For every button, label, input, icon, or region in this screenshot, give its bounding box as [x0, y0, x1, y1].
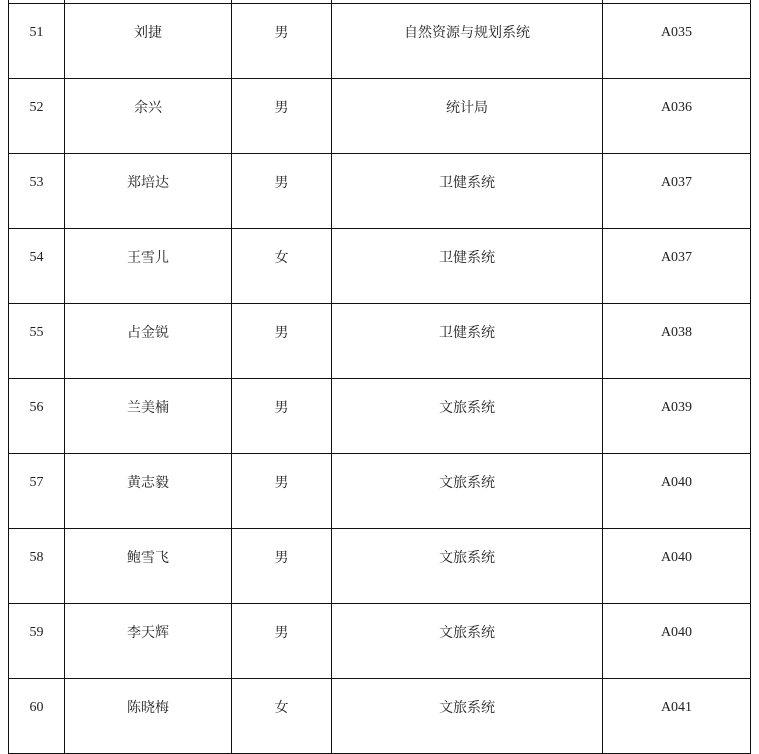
cell-code: A040 — [603, 604, 751, 679]
cell-number: 57 — [9, 454, 65, 529]
table-row — [9, 454, 751, 529]
cell-code: A037 — [603, 229, 751, 304]
cell-code: A040 — [603, 529, 751, 604]
cell-name: 王雪儿 — [65, 229, 232, 304]
table-row — [9, 154, 751, 229]
cell-name: 陈晓梅 — [65, 679, 232, 754]
cell-department: 文旅系统 — [332, 529, 603, 604]
cell-gender: 男 — [232, 604, 332, 679]
cell-department: 卫健系统 — [332, 229, 603, 304]
cell-number: 52 — [9, 79, 65, 154]
cell-gender: 男 — [232, 454, 332, 529]
cell-number: 53 — [9, 154, 65, 229]
cell-department: 卫健系统 — [332, 304, 603, 379]
table-row — [9, 379, 751, 454]
cell-code: A038 — [603, 304, 751, 379]
cell-number: 51 — [9, 4, 65, 79]
cell-gender: 男 — [232, 79, 332, 154]
cell-name: 余兴 — [65, 79, 232, 154]
roster-table-container — [8, 0, 750, 754]
table-row — [9, 679, 751, 754]
cell-name: 刘捷 — [65, 4, 232, 79]
cell-code: A036 — [603, 79, 751, 154]
cell-gender: 男 — [232, 304, 332, 379]
cell-department: 文旅系统 — [332, 379, 603, 454]
table-row — [9, 229, 751, 304]
cell-name: 鲍雪飞 — [65, 529, 232, 604]
table-row — [9, 4, 751, 79]
cell-code: A037 — [603, 154, 751, 229]
roster-table — [8, 0, 751, 754]
cell-number: 56 — [9, 379, 65, 454]
table-row — [9, 529, 751, 604]
cell-department: 统计局 — [332, 79, 603, 154]
cell-number: 60 — [9, 679, 65, 754]
table-row — [9, 604, 751, 679]
table-row — [9, 79, 751, 154]
cell-department: 文旅系统 — [332, 454, 603, 529]
cell-gender: 男 — [232, 379, 332, 454]
cell-code: A035 — [603, 4, 751, 79]
cell-name: 郑培达 — [65, 154, 232, 229]
cell-number: 58 — [9, 529, 65, 604]
cell-number: 59 — [9, 604, 65, 679]
cell-gender: 男 — [232, 154, 332, 229]
cell-gender: 女 — [232, 229, 332, 304]
cell-code: A041 — [603, 679, 751, 754]
cell-gender: 女 — [232, 679, 332, 754]
cell-department: 文旅系统 — [332, 679, 603, 754]
cell-gender: 男 — [232, 4, 332, 79]
cell-number: 55 — [9, 304, 65, 379]
cell-department: 卫健系统 — [332, 154, 603, 229]
cell-name: 黄志毅 — [65, 454, 232, 529]
cell-department: 自然资源与规划系统 — [332, 4, 603, 79]
cell-code: A039 — [603, 379, 751, 454]
cell-code: A040 — [603, 454, 751, 529]
table-row — [9, 304, 751, 379]
cell-name: 占金锐 — [65, 304, 232, 379]
cell-department: 文旅系统 — [332, 604, 603, 679]
cell-name: 兰美楠 — [65, 379, 232, 454]
cell-gender: 男 — [232, 529, 332, 604]
cell-name: 李天辉 — [65, 604, 232, 679]
cell-number: 54 — [9, 229, 65, 304]
